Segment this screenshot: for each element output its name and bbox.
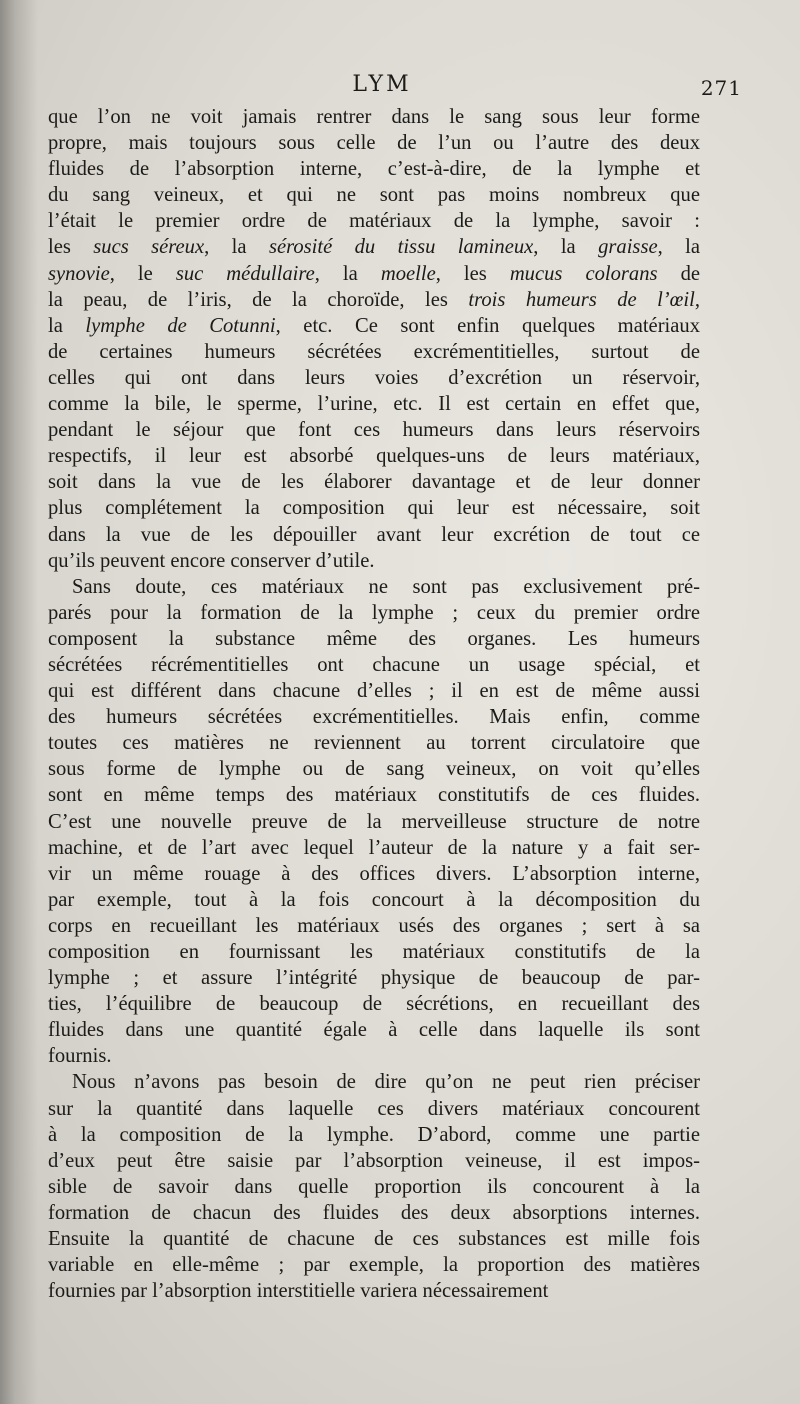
- text-run: corps en recueillant les matériaux usés des organes ; sert à sa: [48, 914, 700, 937]
- text-line: [48, 443, 700, 469]
- text-run: , etc. Ce sont enfin quelques matériaux: [275, 314, 701, 337]
- text-run: , le: [109, 262, 176, 285]
- text-line: [48, 417, 700, 443]
- text-run: sous forme de lymphe ou de sang veineux, on voit qu’elles: [48, 758, 700, 781]
- text-line: [48, 991, 700, 1017]
- text-line: [48, 861, 700, 887]
- text-run: pendant le séjour que font ces humeurs dans leurs réservoirs: [48, 419, 700, 442]
- text-line: [48, 208, 700, 234]
- text-line: [48, 1278, 700, 1304]
- text-run: la peau, de l’iris, de la choroïde, les: [48, 288, 469, 311]
- text-run: dans la vue de les dépouiller avant leur excrétion de tout ce: [48, 523, 700, 546]
- text-run: sont en même temps des matériaux constitutifs de ces fluides.: [48, 784, 700, 807]
- italic-term: sérosité du tissu lamineux: [268, 236, 534, 259]
- text-run: Nous n’avons pas besoin de dire qu’on ne peut rien préciser: [72, 1071, 700, 1094]
- text-line: [48, 1069, 700, 1095]
- text-run: des humeurs sécrétées excrémentitielles. Mais enfin, comme: [48, 706, 700, 729]
- running-head: [48, 72, 742, 102]
- text-line: [48, 835, 700, 861]
- text-line: [48, 234, 700, 260]
- italic-term: lymphe de Cotunni: [85, 314, 276, 337]
- running-head-title: LYM: [352, 72, 412, 97]
- text-run: variable en elle-même ; par exemple, la proportion des matières: [48, 1254, 700, 1277]
- text-run: respectifs, il leur est absorbé quelques-uns de leurs matériaux,: [48, 445, 700, 468]
- text-line: [48, 756, 700, 782]
- text-line: [48, 182, 700, 208]
- italic-term: synovie: [48, 262, 110, 285]
- text-line: [48, 1252, 700, 1278]
- text-line: [48, 887, 700, 913]
- text-run: fluides de l’absorption interne, c’est-à-dire, de la lymphe et: [48, 158, 700, 181]
- text-line: [48, 626, 700, 652]
- text-run: lymphe ; et assure l’intégrité physique de beaucoup de par-: [48, 967, 700, 990]
- text-run: composition en fournissant les matériaux constitutifs de la: [48, 941, 700, 963]
- text-line: [48, 678, 700, 704]
- text-line: [48, 548, 700, 574]
- text-run: sécrétées récrémentitielles ont chacune un usage spécial, et: [48, 653, 700, 676]
- text-run: d’eux peut être saisie par l’absorption veineuse, il est impos-: [48, 1149, 700, 1172]
- text-run: du sang veineux, et qui ne sont pas moins nombreux que: [48, 184, 700, 207]
- text-run: les: [48, 236, 94, 259]
- text-line: [48, 104, 700, 130]
- text-run: propre, mais toujours sous celle de l’un ou l’autre des deux: [48, 132, 700, 155]
- text-line: [48, 469, 700, 495]
- italic-term: graisse: [598, 236, 658, 259]
- text-run: Ensuite la quantité de chacune de ces substances est mille fois: [48, 1228, 700, 1251]
- text-line: [48, 391, 700, 417]
- text-run: de: [657, 262, 701, 285]
- text-line: [48, 913, 700, 939]
- text-run: , la: [314, 262, 381, 285]
- text-run: parés pour la formation de la lymphe ; ceux du premier ordre: [48, 601, 700, 624]
- text-line: [48, 495, 700, 521]
- text-line: [48, 1043, 700, 1069]
- text-line: [48, 1096, 700, 1122]
- paragraph: [48, 574, 700, 1070]
- text-line: [48, 1017, 700, 1043]
- text-run: comme la bile, le sperme, l’urine, etc. Il est certain en effet que,: [48, 393, 700, 416]
- text-run: l’était le premier ordre de matériaux de la lymphe, savoir :: [48, 210, 700, 233]
- text-run: , la: [657, 236, 700, 259]
- text-run: qu’ils peuvent encore conserver d’utile.: [48, 549, 375, 572]
- text-line: [48, 652, 700, 678]
- text-run: plus complétement la composition qui leur est nécessaire, soit: [48, 497, 700, 520]
- text-line: [48, 782, 700, 808]
- text-line: [48, 287, 700, 313]
- italic-term: suc médullaire: [175, 262, 315, 285]
- text-run: C’est une nouvelle preuve de la merveilleuse structure de notre: [48, 810, 700, 833]
- text-run: , les: [435, 262, 510, 285]
- text-line: [48, 1200, 700, 1226]
- text-run: , la: [533, 236, 599, 259]
- text-line: [48, 261, 700, 287]
- text-run: sible de savoir dans quelle proportion ils concourent à la: [48, 1175, 700, 1198]
- text-line: [48, 522, 700, 548]
- text-line: [48, 339, 700, 365]
- text-run: sur la quantité dans laquelle ces divers matériaux concourent: [48, 1097, 700, 1120]
- italic-term: mucus colorans: [509, 262, 658, 285]
- paragraph: [48, 1069, 700, 1304]
- text-run: fournies par l’absorption interstitielle variera nécessairement: [48, 1280, 549, 1303]
- text-run: Sans doute, ces matériaux ne sont pas exclusivement pré-: [72, 575, 700, 598]
- text-run: composent la substance même des organes. Les humeurs: [48, 627, 700, 650]
- text-line: [48, 313, 700, 339]
- text-run: toutes ces matières ne reviennent au torrent circulatoire que: [48, 732, 700, 755]
- text-line: [48, 730, 700, 756]
- text-run: la: [48, 314, 86, 337]
- text-run: , la: [204, 236, 269, 259]
- body-text: [48, 104, 700, 1304]
- text-line: [48, 809, 700, 835]
- text-run: par exemple, tout à la fois concourt à la décomposition du: [48, 888, 700, 911]
- text-run: ties, l’équilibre de beaucoup de sécrétions, en recueillant des: [48, 993, 700, 1016]
- text-line: [48, 965, 700, 991]
- text-run: soit dans la vue de les élaborer davantage et de leur donner: [48, 471, 700, 494]
- text-line: [48, 156, 700, 182]
- text-line: [48, 574, 700, 600]
- gutter-shadow: [0, 0, 38, 1404]
- text-run: qui est différent dans chacune d’elles ; il en est de même aussi: [48, 680, 700, 703]
- paragraph: [48, 104, 700, 574]
- text-line: [48, 1148, 700, 1174]
- text-run: ,: [694, 288, 701, 311]
- text-run: que l’on ne voit jamais rentrer dans le sang sous leur forme: [48, 106, 700, 128]
- text-line: [48, 365, 700, 391]
- text-run: formation de chacun des fluides des deux absorptions internes.: [48, 1201, 700, 1224]
- text-line: [48, 704, 700, 730]
- text-run: fournis.: [48, 1045, 112, 1068]
- text-line: [48, 130, 700, 156]
- text-run: celles qui ont dans leurs voies d’excrétion un réservoir,: [48, 366, 700, 389]
- text-run: vir un même rouage à des offices divers. L’absorption interne,: [48, 862, 700, 885]
- text-line: [48, 1226, 700, 1252]
- text-line: [48, 600, 700, 626]
- italic-term: trois humeurs de l’œil: [468, 288, 695, 311]
- text-run: à la composition de la lymphe. D’abord, comme une partie: [48, 1123, 700, 1146]
- text-run: de certaines humeurs sécrétées excrémentitielles, surtout de: [48, 340, 700, 363]
- text-line: [48, 1122, 700, 1148]
- page-number: 271: [700, 76, 742, 100]
- text-line: [48, 939, 700, 965]
- text-run: machine, et de l’art avec lequel l’auteur de la nature y a fait ser-: [48, 836, 700, 859]
- italic-term: moelle: [380, 262, 436, 285]
- text-line: [48, 1174, 700, 1200]
- text-run: fluides dans une quantité égale à celle dans laquelle ils sont: [48, 1019, 700, 1042]
- italic-term: sucs séreux: [93, 236, 205, 259]
